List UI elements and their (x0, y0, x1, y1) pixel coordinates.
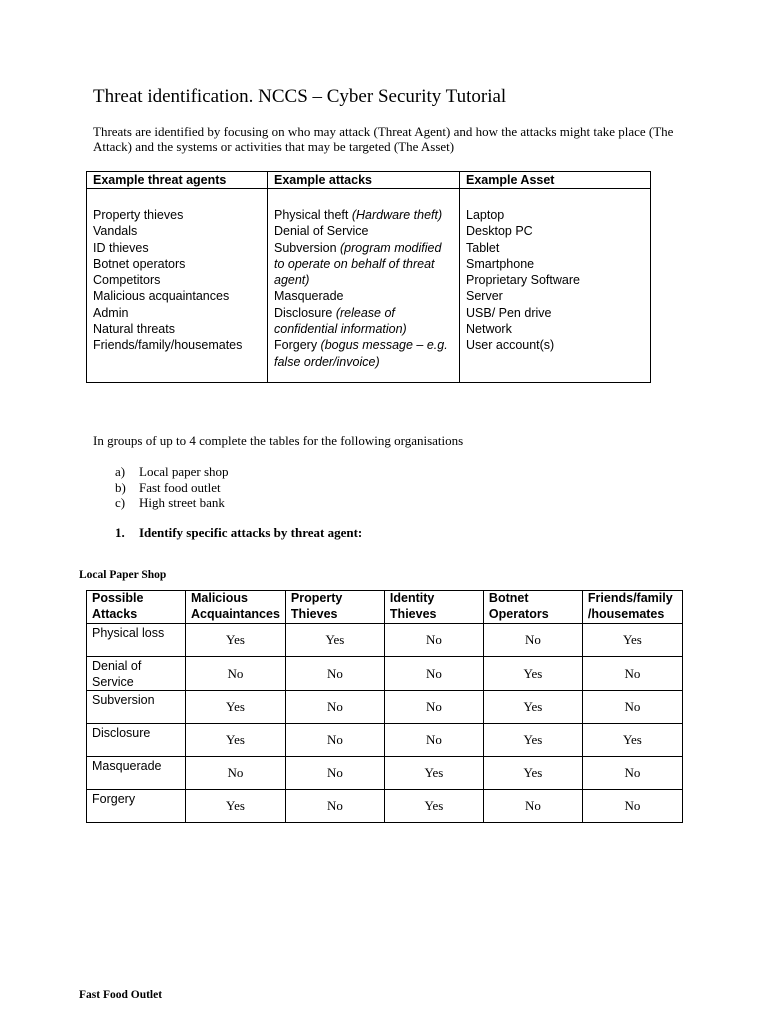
table-row (87, 724, 683, 757)
table-cell: No (285, 724, 384, 757)
table-cell: Yes (483, 657, 582, 691)
attacks-list (268, 189, 460, 383)
attack-name: Physical theft (274, 208, 352, 222)
threat-agents-list (87, 189, 268, 383)
section-fast-food-outlet: Fast Food Outlet (79, 989, 163, 1001)
organisation-list (115, 464, 229, 511)
column-header (285, 591, 384, 624)
column-header-line: Friends/family (587, 591, 673, 605)
organisation-item (115, 464, 229, 480)
table-cell: No (582, 757, 682, 790)
attack-label-line: Denial of (92, 659, 142, 673)
attack-item (274, 240, 453, 256)
column-header-line: Acquaintances (191, 606, 280, 621)
table-cell: No (285, 757, 384, 790)
column-header-line: Thieves (389, 606, 437, 621)
attack-note: confidential information) (274, 322, 407, 337)
table-cell: Yes (483, 757, 582, 790)
organisation-marker: a) (115, 464, 126, 479)
attack-label (87, 691, 186, 724)
table-cell: Yes (582, 624, 682, 657)
table-cell: No (582, 790, 682, 823)
attack-label-line: Masquerade (92, 759, 162, 773)
column-header-line: Malicious (191, 591, 248, 605)
threat-agent-item: ID thieves (93, 240, 149, 255)
asset-item: Desktop PC (466, 224, 533, 239)
threat-agent-item: Natural threats (93, 322, 175, 337)
column-header-line: Property (290, 591, 343, 605)
table-cell: Yes (285, 624, 384, 657)
task-heading (115, 525, 362, 541)
asset-item: Network (466, 322, 512, 337)
table-cell: Yes (582, 724, 682, 757)
organisation-item (115, 495, 229, 511)
table-cell: No (285, 790, 384, 823)
column-header-line: Thieves (290, 606, 338, 621)
table-cell: No (384, 657, 483, 691)
attack-label (87, 724, 186, 757)
attack-label (87, 624, 186, 657)
threat-agent-item: Property thieves (93, 208, 184, 222)
table-cell: Yes (384, 790, 483, 823)
table-cell: Yes (186, 624, 286, 657)
table-row (87, 657, 683, 691)
attack-note: (Hardware theft) (351, 208, 443, 222)
table-cell: No (582, 691, 682, 724)
organisation-item (115, 480, 229, 496)
attack-item (274, 321, 453, 337)
attack-item (274, 272, 453, 288)
attack-label-line: Forgery (92, 792, 136, 806)
attack-item (274, 305, 453, 321)
table-row (87, 691, 683, 724)
threat-agent-item: Vandals (93, 224, 138, 239)
attack-label-line: Subversion (92, 693, 155, 707)
task-number: 1. (115, 525, 125, 540)
attack-item (274, 288, 453, 304)
attack-note: to operate on behalf of threat (274, 256, 435, 271)
threat-agent-item: Friends/family/housemates (93, 338, 243, 353)
attack-name: Subversion (274, 240, 341, 255)
column-header-line: Attacks (92, 606, 138, 621)
section-local-paper-shop: Local Paper Shop (79, 569, 167, 581)
table-cell: Yes (384, 757, 483, 790)
task-text: Identify specific attacks by threat agent: (139, 525, 363, 540)
attack-label (87, 757, 186, 790)
column-header (582, 591, 682, 624)
header-attacks: Example attacks (268, 172, 460, 189)
column-header-line: Botnet (488, 591, 529, 605)
table-cell: No (384, 724, 483, 757)
asset-item: Laptop (466, 208, 505, 222)
attack-note: false order/invoice) (274, 354, 380, 369)
threat-agent-item: Malicious acquaintances (93, 289, 230, 304)
table-row (87, 790, 683, 823)
asset-item: USB/ Pen drive (466, 305, 552, 320)
header-threat-agents: Example threat agents (87, 172, 268, 189)
table-cell: No (285, 691, 384, 724)
local-paper-shop-table (86, 590, 683, 823)
table-row (87, 757, 683, 790)
page-title: Threat identification. NCCS – Cyber Security Tutorial (93, 86, 507, 107)
attack-name: Denial of Service (274, 224, 369, 239)
organisation-name: Local paper shop (139, 464, 229, 479)
assets-list (460, 189, 651, 383)
column-header-line: Identity (389, 591, 435, 605)
threat-agent-item: Competitors (93, 273, 161, 288)
threat-agent-item: Botnet operators (93, 256, 186, 271)
attack-note: (program modified (340, 240, 442, 255)
table-cell: Yes (186, 790, 286, 823)
column-header-line: Possible (92, 591, 144, 605)
table-row (87, 624, 683, 657)
organisation-marker: b) (115, 479, 126, 495)
attack-label (87, 790, 186, 823)
header-assets: Example Asset (460, 172, 651, 189)
organisation-name: Fast food outlet (139, 479, 221, 495)
column-header-line: Operators (488, 606, 549, 621)
table-cell: No (483, 624, 582, 657)
asset-item: Tablet (466, 240, 500, 255)
table-cell: Yes (186, 724, 286, 757)
table-cell: No (384, 691, 483, 724)
table-cell: Yes (483, 724, 582, 757)
attack-name: Masquerade (274, 289, 344, 304)
attack-note: agent) (274, 273, 310, 288)
table-cell: No (285, 657, 384, 691)
attack-label (87, 657, 186, 691)
attack-label-line: Service (92, 674, 134, 689)
asset-item: User account(s) (466, 338, 555, 353)
table-cell: No (582, 657, 682, 691)
table-cell: No (186, 657, 286, 691)
organisation-marker: c) (115, 495, 126, 510)
asset-item: Proprietary Software (466, 273, 580, 288)
attack-name: Forgery (274, 338, 321, 353)
column-header (87, 591, 186, 624)
attack-note: (release of (335, 305, 395, 320)
attack-item (274, 256, 453, 272)
threat-agent-item: Admin (93, 305, 129, 320)
example-threats-table (86, 171, 651, 383)
column-header (186, 591, 286, 624)
table-cell: Yes (186, 691, 286, 724)
table-cell: No (384, 624, 483, 657)
groups-instruction: In groups of up to 4 complete the tables for the following organisations (93, 433, 464, 448)
attack-label-line: Disclosure (92, 726, 151, 740)
intro-paragraph: Threats are identified by focusing on who may attack (Threat Agent) and how the attacks might take place (The Attack) and the systems or activities that may be targeted (The Asset) (93, 124, 674, 154)
column-header (384, 591, 483, 624)
attack-item (274, 354, 453, 370)
attack-name: Disclosure (274, 305, 336, 320)
attack-label-line: Physical loss (92, 626, 165, 640)
column-header (483, 591, 582, 624)
table-cell: Yes (483, 691, 582, 724)
attack-item (274, 223, 453, 239)
attack-item (274, 207, 453, 223)
organisation-name: High street bank (139, 495, 225, 510)
asset-item: Server (466, 289, 503, 304)
table-cell: No (186, 757, 286, 790)
table-cell: No (483, 790, 582, 823)
asset-item: Smartphone (466, 256, 535, 271)
attack-note: (bogus message – e.g. (320, 338, 448, 353)
attack-item (274, 337, 453, 353)
column-header-line: /housemates (587, 606, 665, 621)
